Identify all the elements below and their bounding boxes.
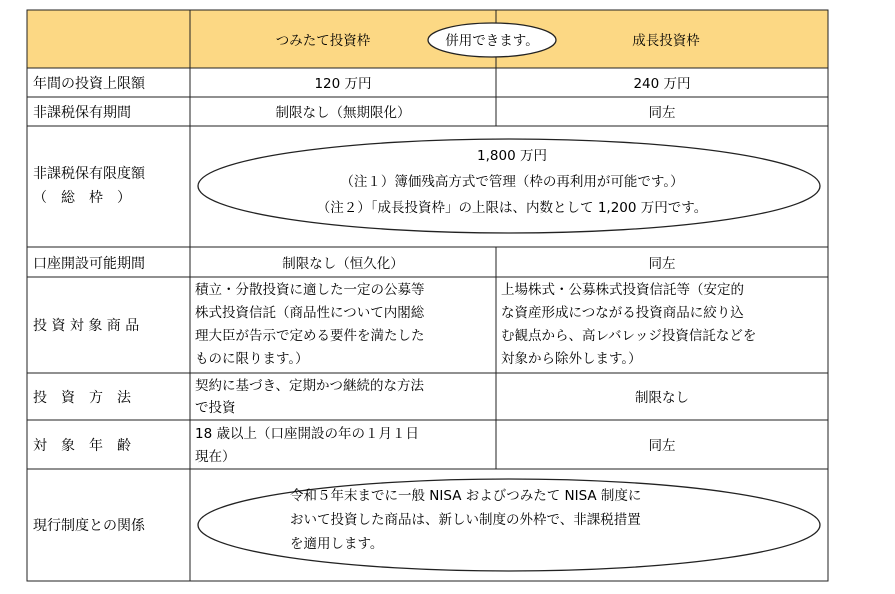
cell-tsumitate-line: 契約に基づき、定期かつ継続的な方法 [195, 378, 424, 394]
merged-line: を適用します。 [290, 536, 384, 552]
cell-tsumitate-line: ものに限ります。） [195, 351, 309, 367]
cell-tsumitate: 制限なし（無期限化） [275, 105, 411, 121]
cell-growth-line: な資産形成につながる投資商品に絞り込 [501, 305, 744, 321]
merged-line: おいて投資した商品は、新しい制度の外枠で、非課税措置 [290, 512, 641, 528]
cell-tsumitate-line: 積立・分散投資に適した一定の公募等 [195, 282, 425, 298]
cell-tsumitate-line: 理大臣が告示で定める要件を満たした [195, 328, 425, 344]
merged-line: 1,800 万円 [477, 148, 547, 164]
row-label: 年間の投資上限額 [33, 76, 145, 92]
row-label: 現行制度との関係 [33, 518, 145, 534]
cell-tsumitate-line: 18 歳以上（口座開設の年の１月１日 [195, 426, 419, 442]
row-label-line2: （ 総 枠 ） [33, 190, 131, 206]
cell-tsumitate-line: で投資 [195, 400, 236, 416]
row-label: 投 資 対 象 商 品 [33, 318, 140, 334]
row-label: 非課税保有期間 [33, 105, 131, 121]
cell-growth-line: 上場株式・公募株式投資信託等（安定的 [501, 282, 744, 298]
cell-growth-line: 対象から除外します。） [501, 351, 642, 367]
cell-tsumitate-line: 株式投資信託（商品性について内閣総 [195, 305, 425, 321]
cell-tsumitate: 制限なし（恒久化） [282, 256, 404, 272]
cell-growth-line: む観点から、高レバレッジ投資信託などを [501, 328, 757, 344]
merged-line: 令和５年末までに一般 NISA およびつみたて NISA 制度に [290, 488, 642, 504]
cell-growth: 同左 [648, 256, 676, 272]
cell-growth: 同左 [648, 438, 676, 454]
cell-growth: 同左 [648, 105, 676, 121]
header-tsumitate: つみたて投資枠 [275, 33, 371, 49]
row-label: 口座開設可能期間 [33, 256, 145, 272]
header-concurrent: 併用できます。 [445, 33, 539, 49]
cell-growth: 240 万円 [633, 76, 691, 92]
header-growth: 成長投資枠 [632, 33, 700, 49]
cell-tsumitate-line: 現在） [195, 449, 236, 465]
row-label: 対 象 年 齢 [33, 438, 131, 454]
row-label-line1: 非課税保有限度額 [33, 166, 145, 182]
row-label: 投 資 方 法 [33, 390, 131, 406]
cell-tsumitate: 120 万円 [314, 76, 372, 92]
cell-growth: 制限なし [635, 390, 689, 406]
merged-line: （注１）簿価残高方式で管理（枠の再利用が可能です。） [340, 174, 684, 190]
merged-line: （注２）「成長投資枠」の上限は、内数として 1,200 万円です。 [316, 200, 708, 216]
